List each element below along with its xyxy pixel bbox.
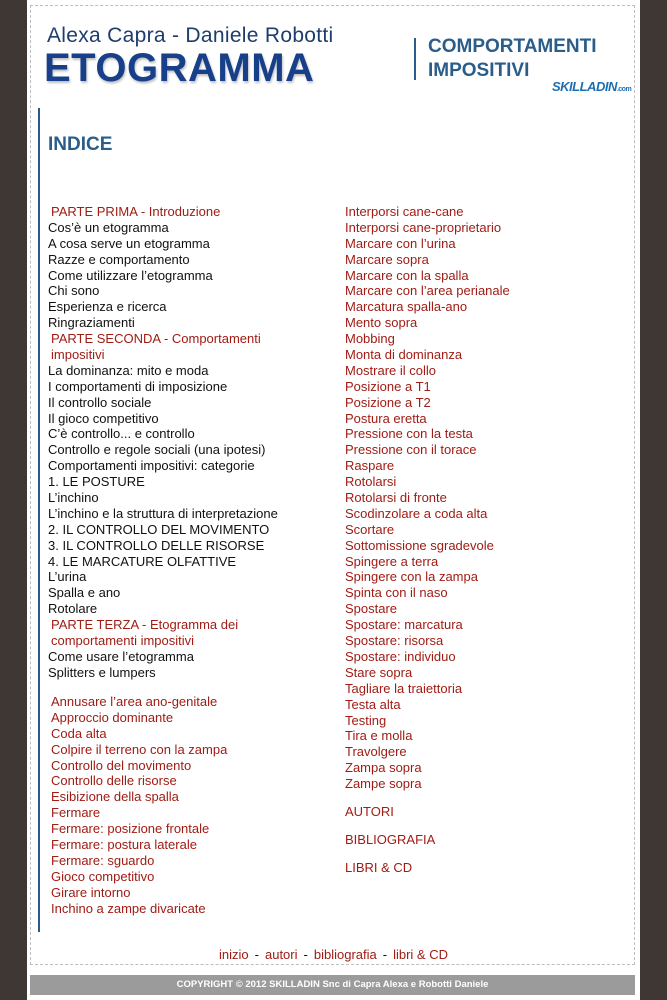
toc-left-column [48,204,333,681]
toc-link[interactable]: Marcare sopra [345,251,429,267]
toc-link[interactable]: Postura eretta [345,410,427,426]
toc-entry[interactable]: L’inchino [48,490,99,506]
toc-entry[interactable]: La dominanza: mito e moda [48,362,209,378]
toc-link[interactable]: Marcare con l’urina [345,235,456,251]
toc-link[interactable]: Tira e molla [345,728,413,744]
link-authors[interactable]: AUTORI [345,804,394,819]
footer-separator: - [254,947,259,962]
toc-link[interactable]: Testing [345,712,387,728]
footer-link-books[interactable]: libri & CD [393,947,448,962]
toc-link[interactable]: Testa alta [345,696,401,712]
toc-entry[interactable]: Comportamenti impositivi: categorie [48,458,255,474]
toc-link[interactable]: Inchino a zampe divaricate [51,900,206,916]
toc-link[interactable]: Rotolarsi [345,474,397,490]
copyright-text: COPYRIGHT © 2012 SKILLADIN Snc di Capra Alexa e Robotti Daniele [176,979,489,990]
toc-link[interactable]: Raspare [345,458,395,474]
page-title: ETOGRAMMA [44,46,315,90]
toc-entry[interactable]: Controllo e regole sociali (una ipotesi) [48,442,266,458]
toc-link[interactable]: Zampa sopra [345,760,422,776]
toc-entry[interactable]: Razze e comportamento [48,251,190,267]
toc-entry[interactable]: C’è controllo... e controllo [48,426,195,442]
header-divider [414,38,416,80]
toc-link[interactable]: PARTE SECONDA - Comportamenti [51,331,261,347]
toc-entry[interactable]: Cos’è un etogramma [48,219,169,235]
toc-link[interactable]: Stare sopra [345,664,413,680]
toc-link[interactable]: Coda alta [51,725,107,741]
footer-link-bibliography[interactable]: bibliografia [313,947,377,962]
toc-link[interactable]: Spostare: risorsa [345,633,444,649]
authors-line: Alexa Capra - Daniele Robotti [47,24,334,47]
toc-link[interactable]: Posizione a T1 [345,378,431,394]
toc-link[interactable]: Spingere a terra [345,553,439,569]
toc-entry[interactable]: A cosa serve un etogramma [48,235,210,251]
toc-entry[interactable]: I comportamenti di imposizione [48,378,228,394]
toc-entry[interactable]: Spalla e ano [48,585,121,601]
brand-suffix: .com [616,86,632,93]
toc-entry[interactable]: Il controllo sociale [48,394,152,410]
toc-link[interactable]: impositivi [51,347,105,363]
toc-link[interactable]: PARTE PRIMA - Introduzione [51,204,221,219]
toc-link[interactable]: Gioco competitivo [51,868,155,884]
toc-link[interactable]: Colpire il terreno con la zampa [51,741,228,757]
footer-link-home[interactable]: inizio [219,947,249,962]
toc-link[interactable]: Fermare: postura laterale [51,837,197,853]
link-books[interactable]: LIBRI & CD [345,860,413,875]
toc-link[interactable]: Sottomissione sgradevole [345,537,494,553]
toc-link[interactable]: Mobbing [345,331,395,347]
footer-separator: - [303,947,308,962]
footer-nav [0,947,667,962]
toc-entry[interactable]: Come usare l’etogramma [48,648,194,664]
toc-link[interactable]: Fermare: sguardo [51,852,155,868]
toc-link[interactable]: Marcare con l’area perianale [345,283,510,299]
footer-separator: - [382,947,388,962]
toc-entry[interactable]: Esperienza e ricerca [48,299,167,315]
toc-entry[interactable]: 1. LE POSTURE [48,474,145,490]
toc-link[interactable]: Spingere con la zampa [345,569,478,585]
toc-link[interactable]: Pressione con la testa [345,426,473,442]
toc-entry[interactable]: Il gioco competitivo [48,410,159,426]
toc-entry[interactable]: Splitters e lumpers [48,664,156,680]
link-bibliography[interactable]: BIBLIOGRAFIA [345,832,436,847]
toc-entry[interactable]: L’urina [48,569,87,585]
toc-link[interactable]: Controllo del movimento [51,757,192,773]
toc-link[interactable]: Posizione a T2 [345,394,431,410]
brand-name: SKILLADIN [552,79,617,94]
toc-link[interactable]: Spinta con il naso [345,585,448,601]
toc-link[interactable]: Mostrare il collo [345,362,437,378]
toc-link[interactable]: Tagliare la traiettoria [345,680,463,696]
toc-entry[interactable]: Chi sono [48,283,100,299]
subtitle-line-2: IMPOSITIVI [428,60,530,81]
toc-link[interactable]: Approccio dominante [51,709,174,725]
toc-entry[interactable]: Come utilizzare l’etogramma [48,267,213,283]
subtitle-line-1: COMPORTAMENTI [428,36,597,57]
toc-link[interactable]: Marcare con la spalla [345,267,469,283]
toc-link[interactable]: Mento sopra [345,315,418,331]
toc-link[interactable]: Rotolarsi di fronte [345,490,447,506]
toc-link[interactable]: comportamenti impositivi [51,633,195,649]
toc-link[interactable]: Spostare [345,601,398,617]
footer-link-authors[interactable]: autori [264,947,298,962]
toc-link[interactable]: Girare intorno [51,884,131,900]
toc-entry[interactable]: 4. LE MARCATURE OLFATTIVE [48,553,237,569]
toc-entry[interactable]: L’inchino e la struttura di interpretazione [48,505,278,521]
toc-link[interactable]: Travolgere [345,744,407,760]
toc-link[interactable]: Marcatura spalla-ano [345,299,468,315]
toc-link[interactable]: Esibizione della spalla [51,789,179,805]
toc-entry[interactable]: 2. IL CONTROLLO DEL MOVIMENTO [48,521,270,537]
toc-entry[interactable]: Ringraziamenti [48,315,135,331]
toc-link[interactable]: Annusare l’area ano-genitale [51,694,218,709]
behaviors-right-column [345,204,510,792]
toc-link[interactable]: Interporsi cane-proprietario [345,219,502,235]
toc-link[interactable]: Spostare: marcatura [345,617,463,633]
toc-link[interactable]: Controllo delle risorse [51,773,177,789]
toc-link[interactable]: Pressione con il torace [345,442,477,458]
toc-link[interactable]: Fermare: posizione frontale [51,821,210,837]
toc-link[interactable]: Interporsi cane-cane [345,204,464,219]
index-heading: INDICE [48,134,113,155]
toc-link[interactable]: Scortare [345,521,395,537]
behaviors-left-column [51,694,227,916]
brand-logo[interactable] [552,79,631,94]
toc-link[interactable]: Monta di dominanza [345,347,463,363]
toc-link[interactable]: PARTE TERZA - Etogramma dei [51,617,239,633]
toc-link[interactable]: Fermare [51,805,101,821]
content-left-rule [38,108,40,932]
toc-entry[interactable]: Rotolare [48,601,98,617]
toc-link[interactable]: Spostare: individuo [345,648,456,664]
toc-entry[interactable]: 3. IL CONTROLLO DELLE RISORSE [48,537,265,553]
toc-link[interactable]: Zampe sopra [345,776,422,792]
toc-link[interactable]: Scodinzolare a coda alta [345,505,488,521]
